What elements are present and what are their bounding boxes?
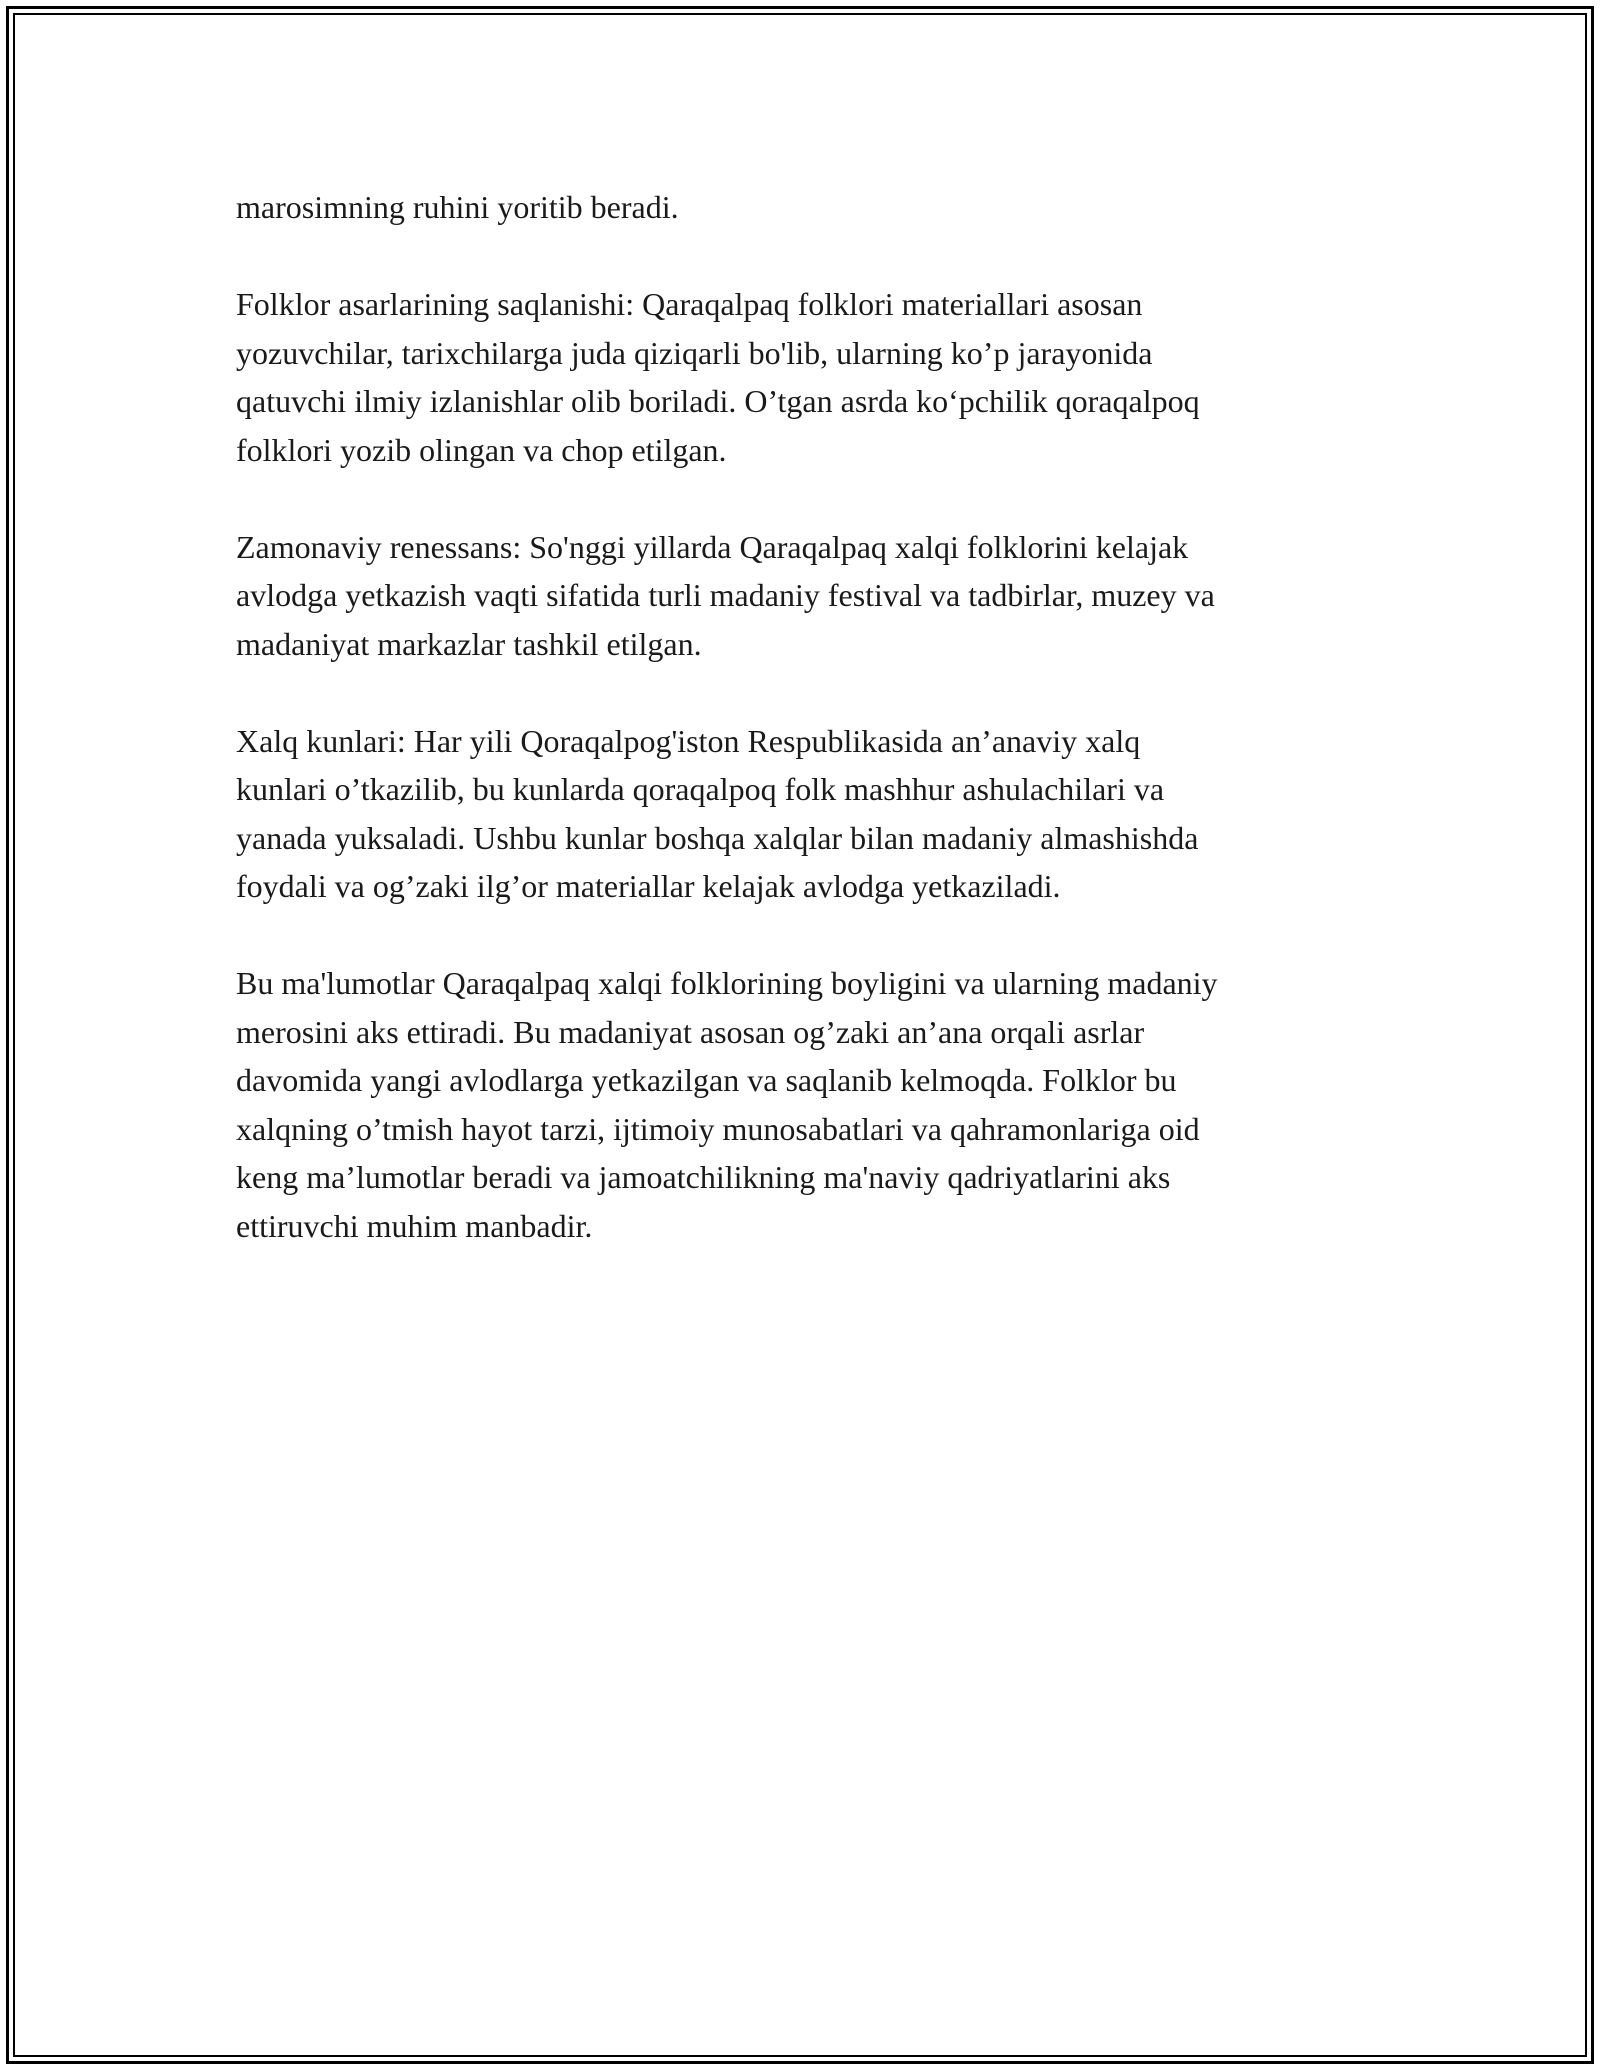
text-line: avlodga yetkazish vaqti sifatida turli madaniy festival va tadbirlar, muzey va <box>236 577 1215 613</box>
text-line: foydali va og’zaki ilg’or materiallar kelajak avlodga yetkaziladi. <box>236 868 1061 904</box>
paragraph-folk-days <box>236 717 1386 911</box>
text-line: xalqning o’tmish hayot tarzi, ijtimoiy munosabatlari va qahramonlariga oid <box>236 1110 1200 1147</box>
text-line: davomida yangi avlodlarga yetkazilgan va saqlanib kelmoqda. Folklor bu <box>236 1062 1177 1098</box>
text-line: kunlari o’tkazilib, bu kunlarda qoraqalpoq folk mashhur ashulachilari va <box>236 771 1165 807</box>
document-body <box>236 183 1386 1299</box>
text-line: yanada yuksaladi. Ushbu kunlar boshqa xalqlar bilan madaniy almashishda <box>236 819 1199 856</box>
text-line: ettiruvchi muhim manbadir. <box>236 1207 593 1244</box>
paragraph-folklore-preservation <box>236 280 1386 474</box>
text-line: yozuvchilar, tarixchilarga juda qiziqarli bo'lib, ularning ko’p jarayonida <box>236 334 1153 371</box>
text-line: qatuvchi ilmiy izlanishlar olib boriladi. O’tgan asrda ko‘pchilik qoraqalpoq <box>236 383 1200 419</box>
paragraph-intro-ending <box>236 183 1386 232</box>
paragraph-modern-renaissance <box>236 523 1386 669</box>
text-line: Xalq kunlari: Har yili Qoraqalpog'iston Respublikasida an’anaviy xalq <box>236 722 1141 759</box>
paragraph-conclusion <box>236 959 1386 1250</box>
text-line: madaniyat markazlar tashkil etilgan. <box>236 625 702 662</box>
text-line: Folklor asarlarining saqlanishi: Qaraqalpaq folklori materiallari asosan <box>236 286 1143 322</box>
text-line: Zamonaviy renessans: So'nggi yillarda Qaraqalpaq xalqi folklorini kelajak <box>236 528 1189 565</box>
text-line: merosini aks ettiradi. Bu madaniyat asosan og’zaki an’ana orqali asrlar <box>236 1013 1145 1050</box>
text-line: folklori yozib olingan va chop etilgan. <box>236 431 727 468</box>
text-line: Bu ma'lumotlar Qaraqalpaq xalqi folklorining boyligini va ularning madaniy <box>236 965 1218 1001</box>
text-line: marosimning ruhini yoritib beradi. <box>236 189 679 225</box>
text-line: keng ma’lumotlar beradi va jamoatchilikning ma'naviy qadriyatlarini aks <box>236 1159 1171 1195</box>
